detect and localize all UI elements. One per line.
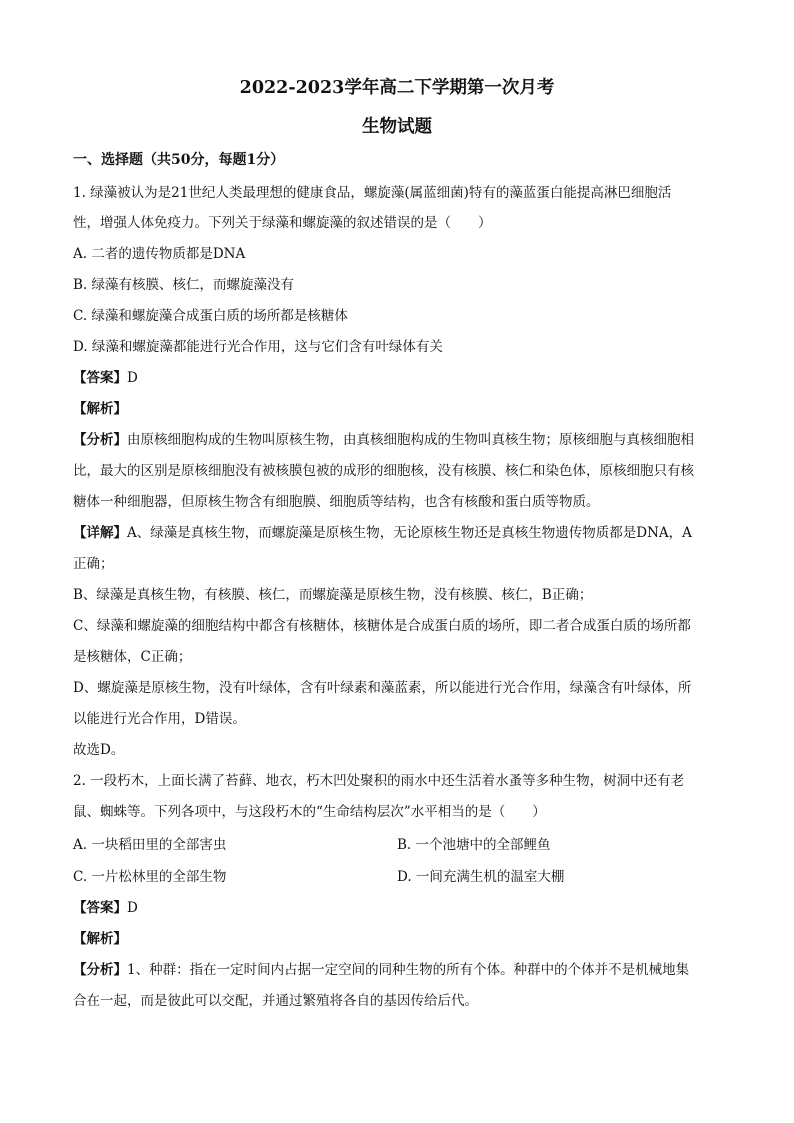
q1-option-c: C. 绿藻和螺旋藻合成蛋白质的场所都是核糖体 [73,308,348,324]
q2-fenxi-line-1 [73,961,689,979]
q1-xiangjie-line-7: 以能进行光合作用，D错误。 [73,711,246,727]
fenxi-text: 由原核细胞构成的生物叫原核生物，由真核细胞构成的生物叫真核生物；原核细胞与真核细胞相 [127,432,694,448]
q2-analysis-label: 【解析】 [73,931,127,947]
q2-stem-line-2: 鼠、蜘蛛等。下列各项中，与这段朽木的“生命结构层次”水平相当的是（ ） [73,804,546,820]
fenxi-label: 【分析】 [73,962,127,978]
q1-fenxi-line-2: 比，最大的区别是原核细胞没有被核膜包被的成形的细胞核，没有核膜、核仁和染色体，原核细胞只有核 [73,463,694,479]
q1-option-a: A. 二者的遗传物质都是DNA [73,246,246,262]
answer-value: D [127,900,138,916]
answer-label: 【答案】 [73,900,127,916]
answer-value: D [127,370,138,386]
q1-answer [73,369,138,387]
q1-option-b: B. 绿藻有核膜、核仁，而螺旋藻没有 [73,277,295,293]
q1-conclusion: 故选D。 [73,742,125,758]
section-heading: 一、选择题（共50分，每题1分） [73,152,285,168]
q1-stem-line-1: 1. 绿藻被认为是21世纪人类最理想的健康食品，螺旋藻(属蓝细菌)特有的藻蓝蛋白能提高淋巴细胞活 [73,185,672,201]
q1-analysis-label: 【解析】 [73,401,127,417]
q2-option-c: C. 一片松林里的全部生物 [73,869,227,885]
page-title: 2022-2023学年高二下学期第一次月考 [239,78,555,98]
q1-xiangjie-line-3: B、绿藻是真核生物，有核膜、核仁，而螺旋藻是原核生物，没有核膜、核仁，B正确； [73,587,593,603]
q1-xiangjie-line-1 [73,524,692,542]
xiangjie-label: 【详解】 [73,525,127,541]
q1-fenxi-line-3: 糖体一种细胞器，但原核生物含有细胞膜、细胞质等结构，也含有核酸和蛋白质等物质。 [73,494,600,510]
xiangjie-text: A、绿藻是真核生物，而螺旋藻是原核生物，无论原核生物还是真核生物遗传物质都是DNA，A [127,525,692,541]
fenxi-label: 【分析】 [73,432,127,448]
q1-fenxi-line-1 [73,431,694,449]
fenxi-text: 1、种群：指在一定时间内占据一定空间的同种生物的所有个体。种群中的个体并不是机械地集 [127,962,690,978]
q1-option-d: D. 绿藻和螺旋藻都能进行光合作用，这与它们含有叶绿体有关 [73,339,443,355]
q2-option-b: B. 一个池塘中的全部鲤鱼 [397,837,551,853]
q2-option-a: A. 一块稻田里的全部害虫 [73,837,227,853]
q1-xiangjie-line-5: 是核糖体，C正确； [73,649,192,665]
q2-fenxi-line-2: 合在一起，而是彼此可以交配，并通过繁殖将各自的基因传给后代。 [73,993,478,1009]
q1-xiangjie-line-2: 正确； [73,556,114,572]
q2-option-d: D. 一间充满生机的温室大棚 [397,869,565,885]
q2-answer [73,899,138,917]
page-subtitle: 生物试题 [362,117,432,137]
q1-xiangjie-line-6: D、螺旋藻是原核生物，没有叶绿体，含有叶绿素和藻蓝素，所以能进行光合作用，绿藻含有叶绿体，所 [73,680,692,696]
q2-stem-line-1: 2. 一段朽木，上面长满了苔藓、地衣，朽木凹处聚积的雨水中还生活着水蚤等多种生物，树洞中还有老 [73,773,685,789]
answer-label: 【答案】 [73,370,127,386]
q1-xiangjie-line-4: C、绿藻和螺旋藻的细胞结构中都含有核糖体，核糖体是合成蛋白质的场所，即二者合成蛋白质的场所都 [73,618,691,634]
q1-stem-line-2: 性，增强人体免疫力。下列关于绿藻和螺旋藻的叙述错误的是（ ） [73,215,492,231]
